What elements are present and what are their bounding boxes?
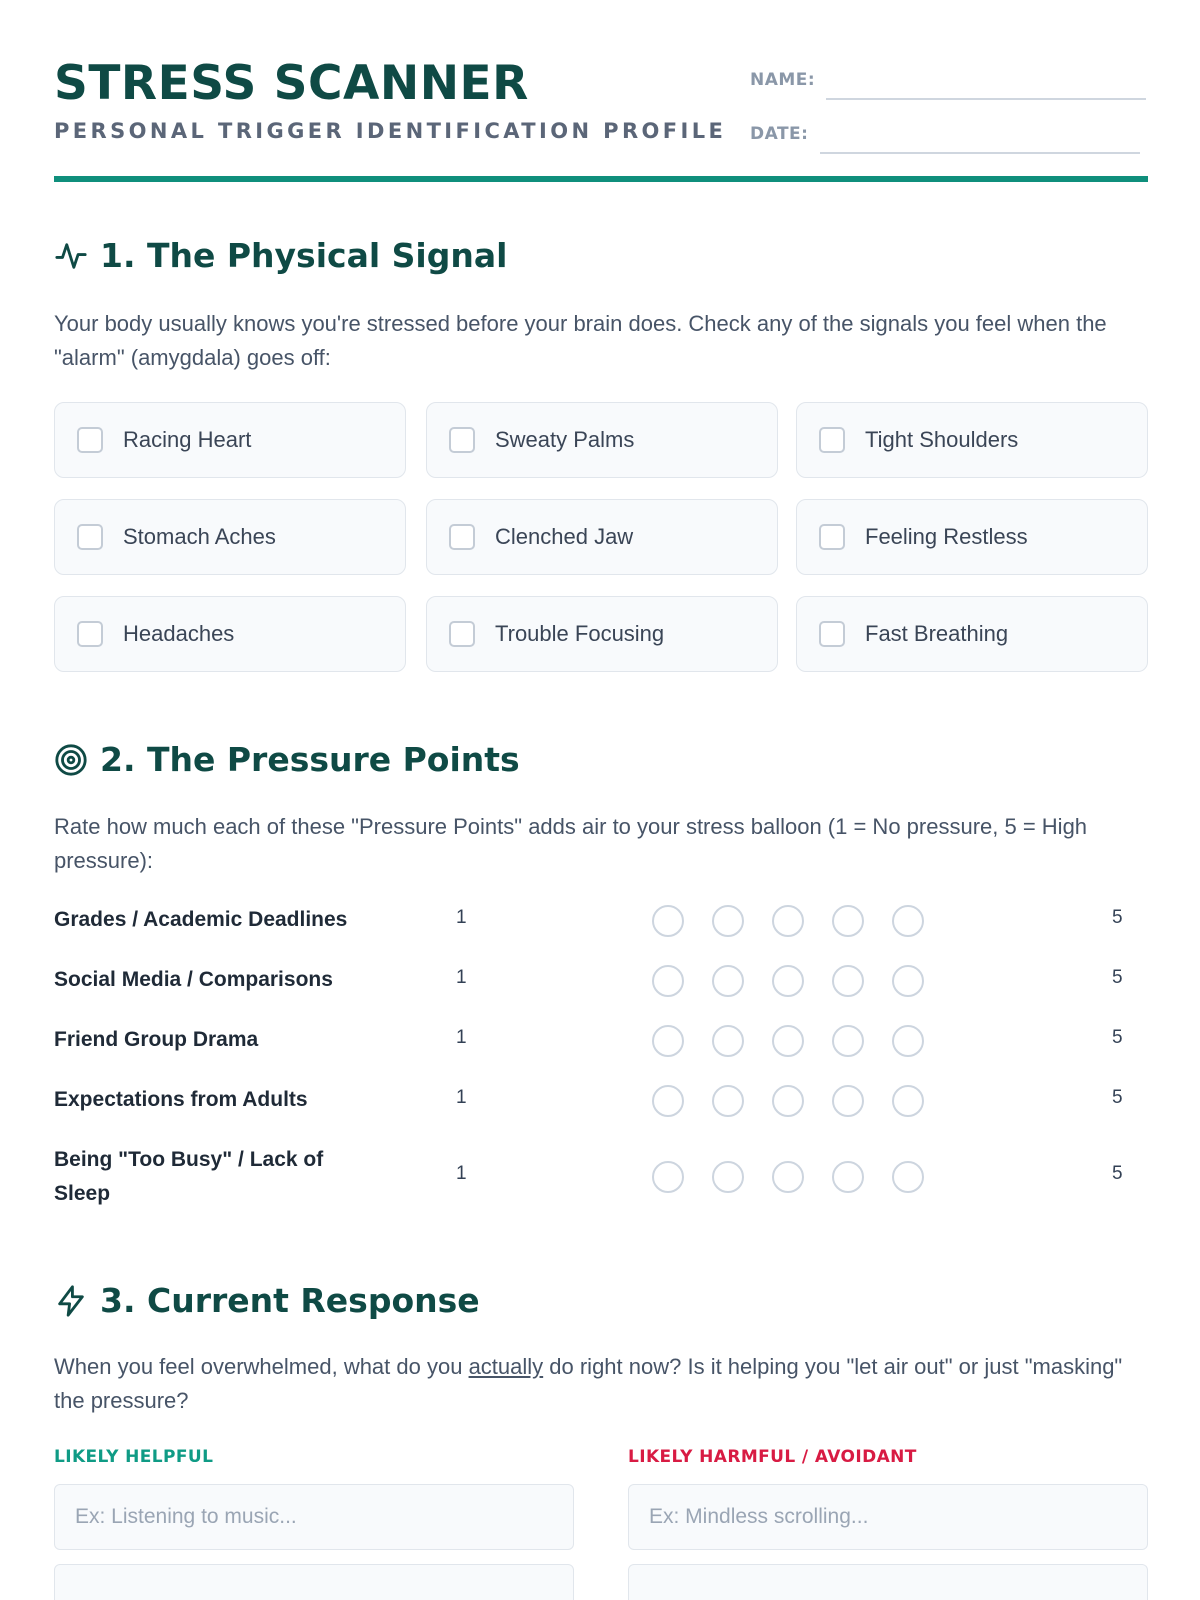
checkbox[interactable] xyxy=(77,621,103,647)
date-field[interactable] xyxy=(750,116,1150,156)
rating-row-adult-expectations xyxy=(54,1083,1148,1143)
rating-radio-3[interactable] xyxy=(772,905,804,937)
signal-label: Headaches xyxy=(123,621,235,646)
rating-radio-4[interactable] xyxy=(832,965,864,997)
activity-pulse-icon xyxy=(54,239,88,273)
signal-stomach-aches[interactable] xyxy=(54,499,406,575)
rating-row-social-media xyxy=(54,963,1148,1023)
signal-label: Feeling Restless xyxy=(865,524,1028,549)
name-field[interactable] xyxy=(750,64,1150,104)
rating-radio-5[interactable] xyxy=(892,1085,924,1117)
rating-options xyxy=(652,965,924,997)
rating-radio-3[interactable] xyxy=(772,965,804,997)
helpful-response-input-2[interactable] xyxy=(54,1564,574,1600)
scale-max: 5 xyxy=(1112,967,1123,988)
scale-min: 1 xyxy=(456,967,467,988)
section-physical-signal-heading xyxy=(54,236,507,276)
signal-sweaty-palms[interactable] xyxy=(426,402,778,478)
rating-radio-4[interactable] xyxy=(832,1085,864,1117)
rating-radio-3[interactable] xyxy=(772,1161,804,1193)
rating-radio-1[interactable] xyxy=(652,1085,684,1117)
section-pressure-points-heading xyxy=(54,740,520,780)
signal-label: Racing Heart xyxy=(123,427,252,452)
signal-tight-shoulders[interactable] xyxy=(796,402,1148,478)
rating-radio-1[interactable] xyxy=(652,1025,684,1057)
rating-radio-2[interactable] xyxy=(712,1085,744,1117)
rating-options xyxy=(652,1085,924,1117)
rating-options xyxy=(652,1025,924,1057)
harmful-response-input-1[interactable] xyxy=(628,1484,1148,1550)
scale-max: 5 xyxy=(1112,1163,1123,1184)
scale-min: 1 xyxy=(456,1087,467,1108)
checkbox[interactable] xyxy=(77,524,103,550)
rating-row-friend-drama xyxy=(54,1023,1148,1083)
helpful-response-input-1[interactable] xyxy=(54,1484,574,1550)
scale-max: 5 xyxy=(1112,1027,1123,1048)
scale-min: 1 xyxy=(456,1027,467,1048)
signal-label: Stomach Aches xyxy=(123,524,276,549)
checkbox[interactable] xyxy=(449,621,475,647)
checkbox[interactable] xyxy=(77,427,103,453)
section-3-title: 3. Current Response xyxy=(100,1281,480,1320)
rating-radio-1[interactable] xyxy=(652,965,684,997)
signal-label: Fast Breathing xyxy=(865,621,1009,646)
rating-radio-5[interactable] xyxy=(892,965,924,997)
rating-row-too-busy xyxy=(54,1143,1148,1223)
date-label: DATE: xyxy=(750,124,809,144)
signal-label: Trouble Focusing xyxy=(495,621,665,646)
name-label: NAME: xyxy=(750,70,816,90)
worksheet-header xyxy=(54,58,1148,182)
worksheet-subtitle: PERSONAL TRIGGER IDENTIFICATION PROFILE xyxy=(54,119,727,143)
rating-radio-5[interactable] xyxy=(892,1025,924,1057)
section-2-description: Rate how much each of these "Pressure Points" adds air to your stress balloon (1 = No pressure, 5 = High pressure): xyxy=(54,814,1088,873)
rating-row-grades xyxy=(54,903,1148,963)
rating-radio-4[interactable] xyxy=(832,1025,864,1057)
checkbox[interactable] xyxy=(449,524,475,550)
rating-radio-4[interactable] xyxy=(832,905,864,937)
scale-max: 5 xyxy=(1112,907,1123,928)
signal-headaches[interactable] xyxy=(54,596,406,672)
checkbox[interactable] xyxy=(819,427,845,453)
name-line[interactable] xyxy=(826,98,1146,100)
rating-radio-2[interactable] xyxy=(712,965,744,997)
scale-min: 1 xyxy=(456,907,467,928)
signal-label: Sweaty Palms xyxy=(495,427,635,452)
rating-radio-1[interactable] xyxy=(652,1161,684,1193)
likely-harmful-label: LIKELY HARMFUL / AVOIDANT xyxy=(628,1447,917,1467)
section-1-title: 1. The Physical Signal xyxy=(100,236,508,275)
rating-options xyxy=(652,905,924,937)
signal-fast-breathing[interactable] xyxy=(796,596,1148,672)
harmful-response-input-2[interactable] xyxy=(628,1564,1148,1600)
worksheet-page xyxy=(54,0,1148,1600)
rating-item-label: Expectations from Adults xyxy=(54,1088,308,1111)
description-emphasis: actually xyxy=(468,1354,544,1379)
signal-label: Tight Shoulders xyxy=(865,427,1019,452)
description-part: do right now? Is it helping you "let air out" or just "masking" the pressure? xyxy=(54,1354,1123,1413)
section-3-description xyxy=(54,1350,1148,1418)
scale-min: 1 xyxy=(456,1163,467,1184)
rating-radio-2[interactable] xyxy=(712,1025,744,1057)
signal-trouble-focusing[interactable] xyxy=(426,596,778,672)
signal-feeling-restless[interactable] xyxy=(796,499,1148,575)
rating-item-label: Grades / Academic Deadlines xyxy=(54,908,348,931)
lightning-icon xyxy=(54,1284,88,1318)
rating-radio-5[interactable] xyxy=(892,1161,924,1193)
rating-radio-5[interactable] xyxy=(892,905,924,937)
section-2-title: 2. The Pressure Points xyxy=(100,740,520,779)
rating-radio-3[interactable] xyxy=(772,1025,804,1057)
checkbox[interactable] xyxy=(819,621,845,647)
rating-item-label: Being "Too Busy" / Lack of Sleep xyxy=(54,1148,324,1205)
section-current-response-heading xyxy=(54,1281,480,1321)
rating-item-label: Social Media / Comparisons xyxy=(54,968,333,991)
description-part: When you feel overwhelmed, what do you xyxy=(54,1354,469,1379)
target-icon xyxy=(54,743,88,777)
rating-radio-2[interactable] xyxy=(712,905,744,937)
rating-radio-3[interactable] xyxy=(772,1085,804,1117)
section-1-description: Your body usually knows you're stressed before your brain does. Check any of the signals you feel when the "alarm" (amygdala) goes off: xyxy=(54,311,1107,370)
worksheet-title: STRESS SCANNER xyxy=(54,56,529,111)
date-line[interactable] xyxy=(820,152,1140,154)
rating-radio-1[interactable] xyxy=(652,905,684,937)
signal-label: Clenched Jaw xyxy=(495,524,634,549)
scale-max: 5 xyxy=(1112,1087,1123,1108)
signal-clenched-jaw[interactable] xyxy=(426,499,778,575)
likely-helpful-label: LIKELY HELPFUL xyxy=(54,1447,214,1467)
rating-radio-4[interactable] xyxy=(832,1161,864,1193)
checkbox[interactable] xyxy=(819,524,845,550)
signal-racing-heart[interactable] xyxy=(54,402,406,478)
rating-options xyxy=(652,1161,924,1193)
checkbox[interactable] xyxy=(449,427,475,453)
rating-item-label: Friend Group Drama xyxy=(54,1028,259,1051)
rating-radio-2[interactable] xyxy=(712,1161,744,1193)
